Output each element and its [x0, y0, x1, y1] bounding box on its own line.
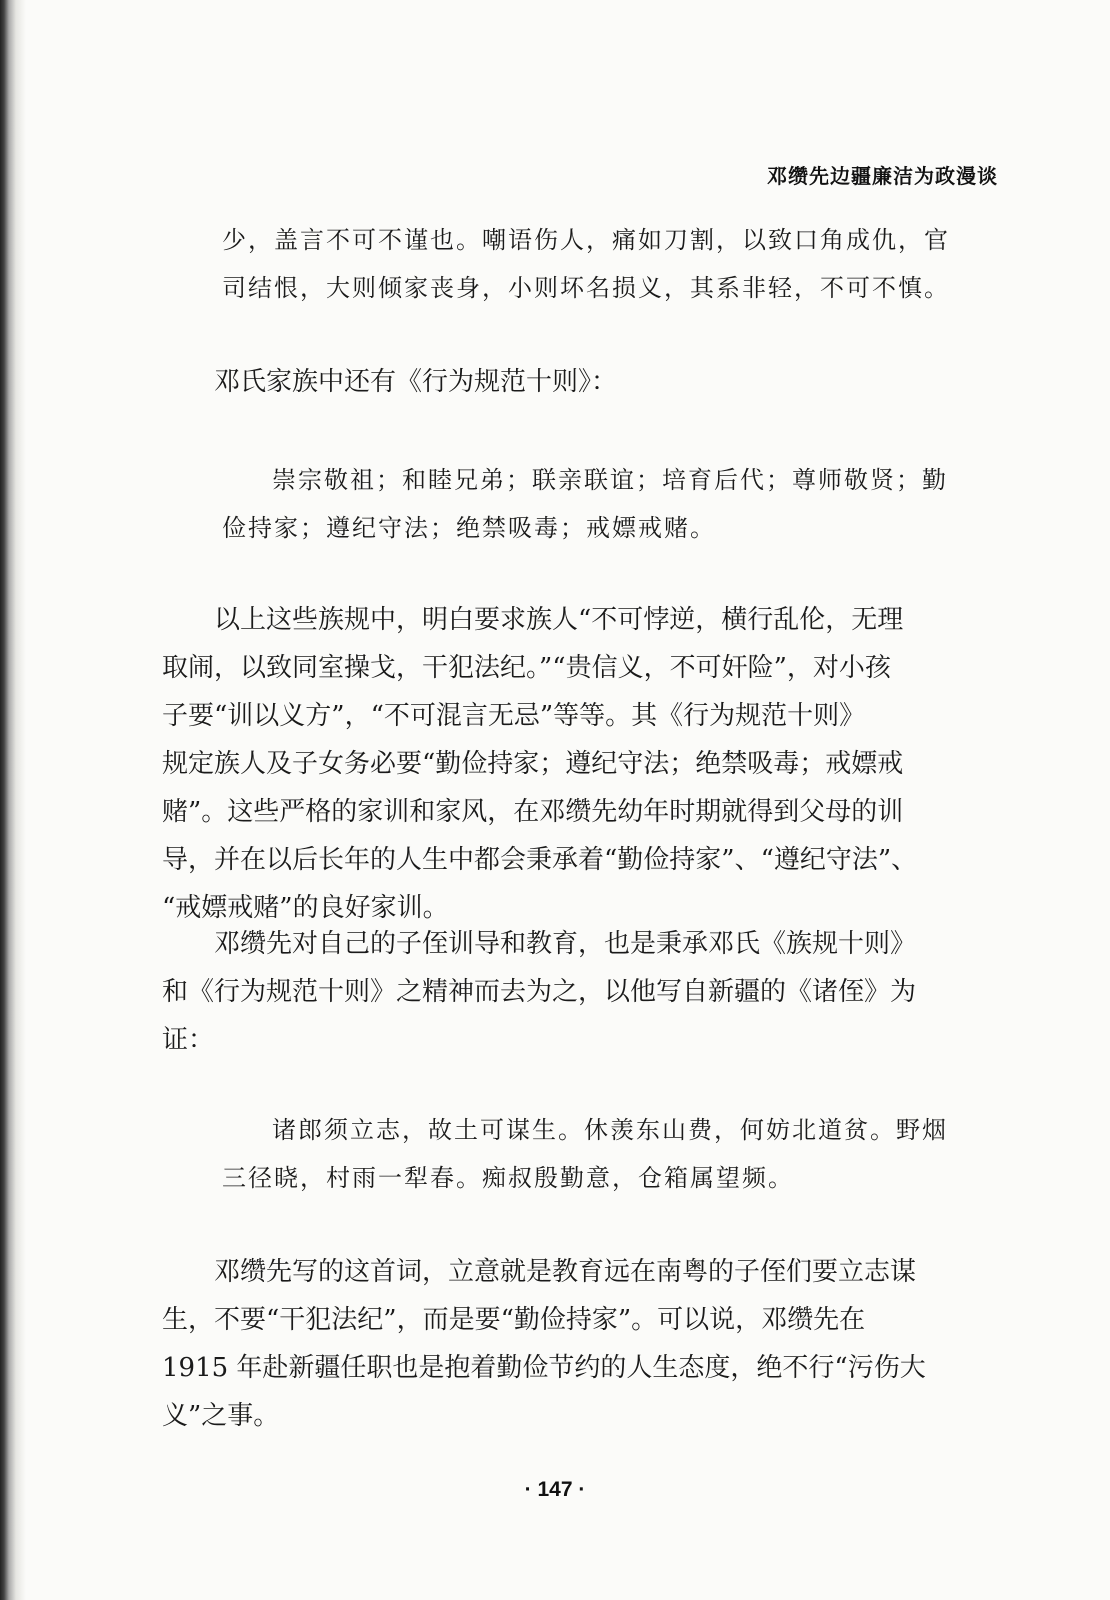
- page-number: · 147 ·: [524, 1478, 586, 1501]
- text-line: 三径晓，村雨一犁春。痴叔殷勤意，仓箱属望频。: [222, 1164, 794, 1192]
- text-line: 取闹，以致同室操戈，干犯法纪。”“贵信义，不可奸险”，对小孩: [162, 653, 891, 683]
- paragraph-nephews-education: [162, 920, 982, 1064]
- quote-block-poem: [222, 1106, 982, 1202]
- text-line: 司结恨，大则倾家丧身，小则坏名损义，其系非轻，不可不慎。: [222, 274, 950, 302]
- paragraph-poem-meaning: [162, 1248, 982, 1440]
- paragraph-intro-ten-rules: [162, 358, 982, 406]
- text-line: 子要“训以义方”，“不可混言无忌”等等。其《行为规范十则》: [162, 701, 866, 731]
- text-line: 和《行为规范十则》之精神而去为之，以他写自新疆的《诸侄》为: [162, 977, 917, 1007]
- text-line: 邓缵先对自己的子侄训导和教育，也是秉承邓氏《族规十则》: [214, 929, 917, 959]
- text-line: 1915 年赴新疆任职也是抱着勤俭节约的人生态度，绝不行“污伤大: [162, 1353, 926, 1383]
- text-line: 邓缵先写的这首词，立意就是教育远在南粤的子侄们要立志谋: [214, 1257, 917, 1287]
- text-line: 规定族人及子女务必要“勤俭持家；遵纪守法；绝禁吸毒；戒嫖戒: [162, 749, 904, 779]
- running-head: 邓缵先边疆廉洁为政漫谈: [767, 164, 998, 188]
- text-line: 少，盖言不可不谨也。嘲语伤人，痛如刀割，以致口角成仇，官: [222, 226, 950, 254]
- text-line: 以上这些族规中，明白要求族人“不可悖逆，横行乱伦，无理: [214, 605, 904, 635]
- text-line: 诸郎须立志，故土可谋生。休羡东山费，何妨北道贫。野烟: [272, 1116, 948, 1144]
- text-line: 导，并在以后长年的人生中都会秉承着“勤俭持家”、“遵纪守法”、: [162, 845, 918, 875]
- text-line: 义”之事。: [162, 1401, 280, 1431]
- text-line: 邓氏家族中还有《行为规范十则》：: [214, 367, 618, 397]
- quote-block-clan-rules: [222, 216, 982, 312]
- quote-block-ten-rules: [222, 456, 982, 552]
- text-line: 崇宗敬祖；和睦兄弟；联亲联谊；培育后代；尊师敬贤；勤: [272, 466, 948, 494]
- text-line: 赌”。这些严格的家训和家风，在邓缵先幼年时期就得到父母的训: [162, 797, 904, 827]
- scanned-page-edge: [0, 0, 26, 1600]
- text-line: 生，不要“干犯法纪”，而是要“勤俭持家”。可以说，邓缵先在: [162, 1305, 866, 1335]
- paragraph-clan-rules-analysis: [162, 596, 982, 932]
- text-line: “戒嫖戒赌”的良好家训。: [162, 893, 449, 923]
- text-line: 证：: [162, 1025, 215, 1055]
- text-line: 俭持家；遵纪守法；绝禁吸毒；戒嫖戒赌。: [222, 514, 716, 542]
